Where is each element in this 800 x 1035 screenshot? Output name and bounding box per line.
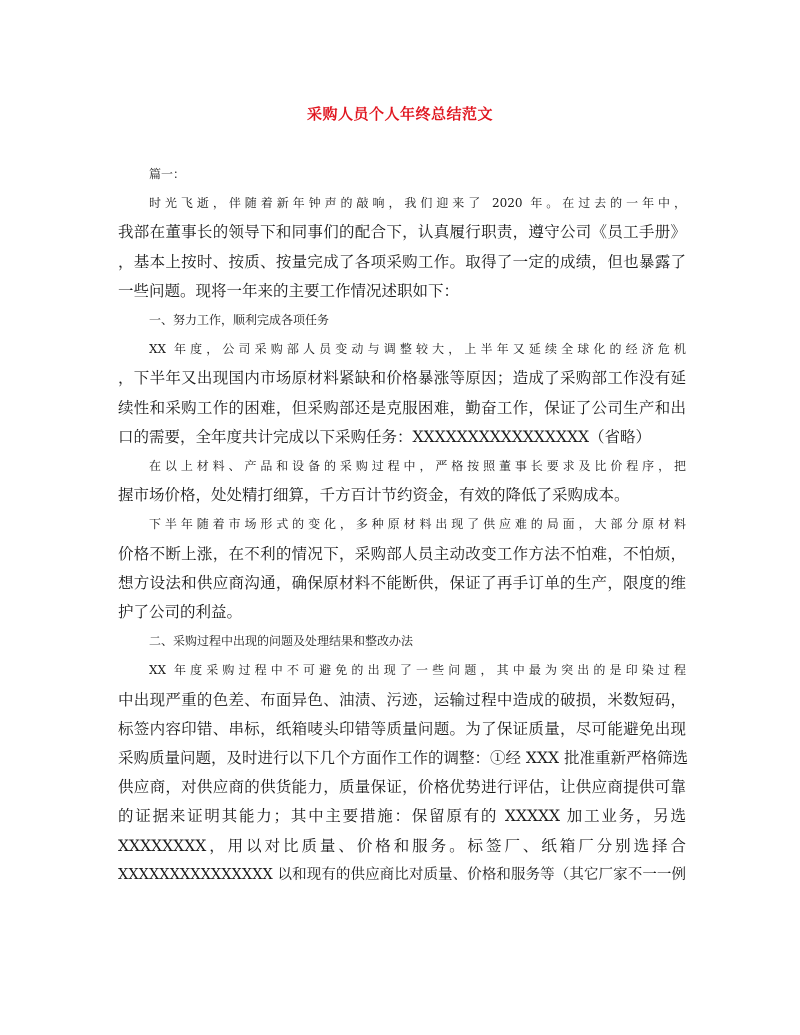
text-line: ，下半年又出现国内市场原材料紧缺和价格暴涨等原因；造成了采购部工作没有延 bbox=[118, 369, 686, 388]
text-line: 一些问题。现将一年来的主要工作情况述职如下： bbox=[118, 281, 460, 300]
text-line: 采购质量问题，及时进行以下几个方面作工作的调整：①经 XXX 批准重新严格筛选 bbox=[118, 749, 688, 768]
text-line: 口的需要，全年度共计完成以下采购任务：XXXXXXXXXXXXXXXX（省略） bbox=[118, 427, 652, 446]
text-line: 握市场价格，处处精打细算，千方百计节约资金，有效的降低了采购成本。 bbox=[118, 486, 630, 505]
text-line: 在以上材料、产品和设备的采购过程中，严格按照董事长要求及比价程序，把 bbox=[149, 459, 686, 474]
text-line: XXXXXXXXXXXXXXX 以和现有的供应商比对质量、价格和服务等（其它厂家不一一例 bbox=[118, 866, 686, 883]
text-line: 时光飞逝，伴随着新年钟声的敲响，我们迎来了 2020 年。在过去的一年中， bbox=[149, 196, 686, 211]
text-line: 想方设法和供应商沟通，确保原材料不能断供，保证了再手订单的生产，限度的维 bbox=[118, 573, 686, 592]
text-line: 护了公司的利益。 bbox=[118, 603, 243, 622]
text-line: 篇一： bbox=[149, 167, 186, 181]
text-line: ，基本上按时、按质、按量完成了各项采购工作。取得了一定的成绩，但也暴露了 bbox=[118, 252, 686, 271]
text-line: 的证据来证明其能力；其中主要措施：保留原有的 XXXXX 加工业务，另选 bbox=[118, 807, 686, 826]
text-line: 标签内容印错、串标，纸箱唛头印错等质量问题。为了保证质量，尽可能避免出现 bbox=[118, 719, 686, 738]
text-line: 供应商，对供应商的供货能力，质量保证，价格优势进行评估，让供应商提供可靠 bbox=[118, 778, 686, 797]
document-title: 采购人员个人年终总结范文 bbox=[306, 105, 493, 123]
text-line: XXXXXXXX，用以对比质量、价格和服务。标签厂、纸箱厂分别选择合 bbox=[118, 836, 686, 855]
document-body bbox=[118, 160, 686, 890]
text-line: 二、采购过程中出现的问题及处理结果和整改办法 bbox=[149, 634, 414, 649]
text-line: 下半年随着市场形式的变化，多种原材料出现了供应难的局面，大部分原材料 bbox=[149, 517, 686, 532]
text-line: 一、努力工作，顺利完成各项任务 bbox=[149, 313, 330, 328]
text-line: 续性和采购工作的困难，但采购部还是克服困难，勤奋工作，保证了公司生产和出 bbox=[118, 398, 686, 417]
text-line: 中出现严重的色差、布面异色、油渍、污迹，运输过程中造成的破损，米数短码， bbox=[118, 690, 686, 709]
text-line: 我部在董事长的领导下和同事们的配合下，认真履行职责，遵守公司《员工手册》 bbox=[118, 223, 686, 242]
text-line: XX 年度，公司采购部人员变动与调整较大，上半年又延续全球化的经济危机 bbox=[149, 342, 686, 357]
text-line: XX 年度采购过程中不可避免的出现了一些问题，其中最为突出的是印染过程 bbox=[149, 663, 686, 678]
text-line: 价格不断上涨，在不利的情况下，采购部人员主动改变工作方法不怕难，不怕烦， bbox=[118, 544, 686, 563]
